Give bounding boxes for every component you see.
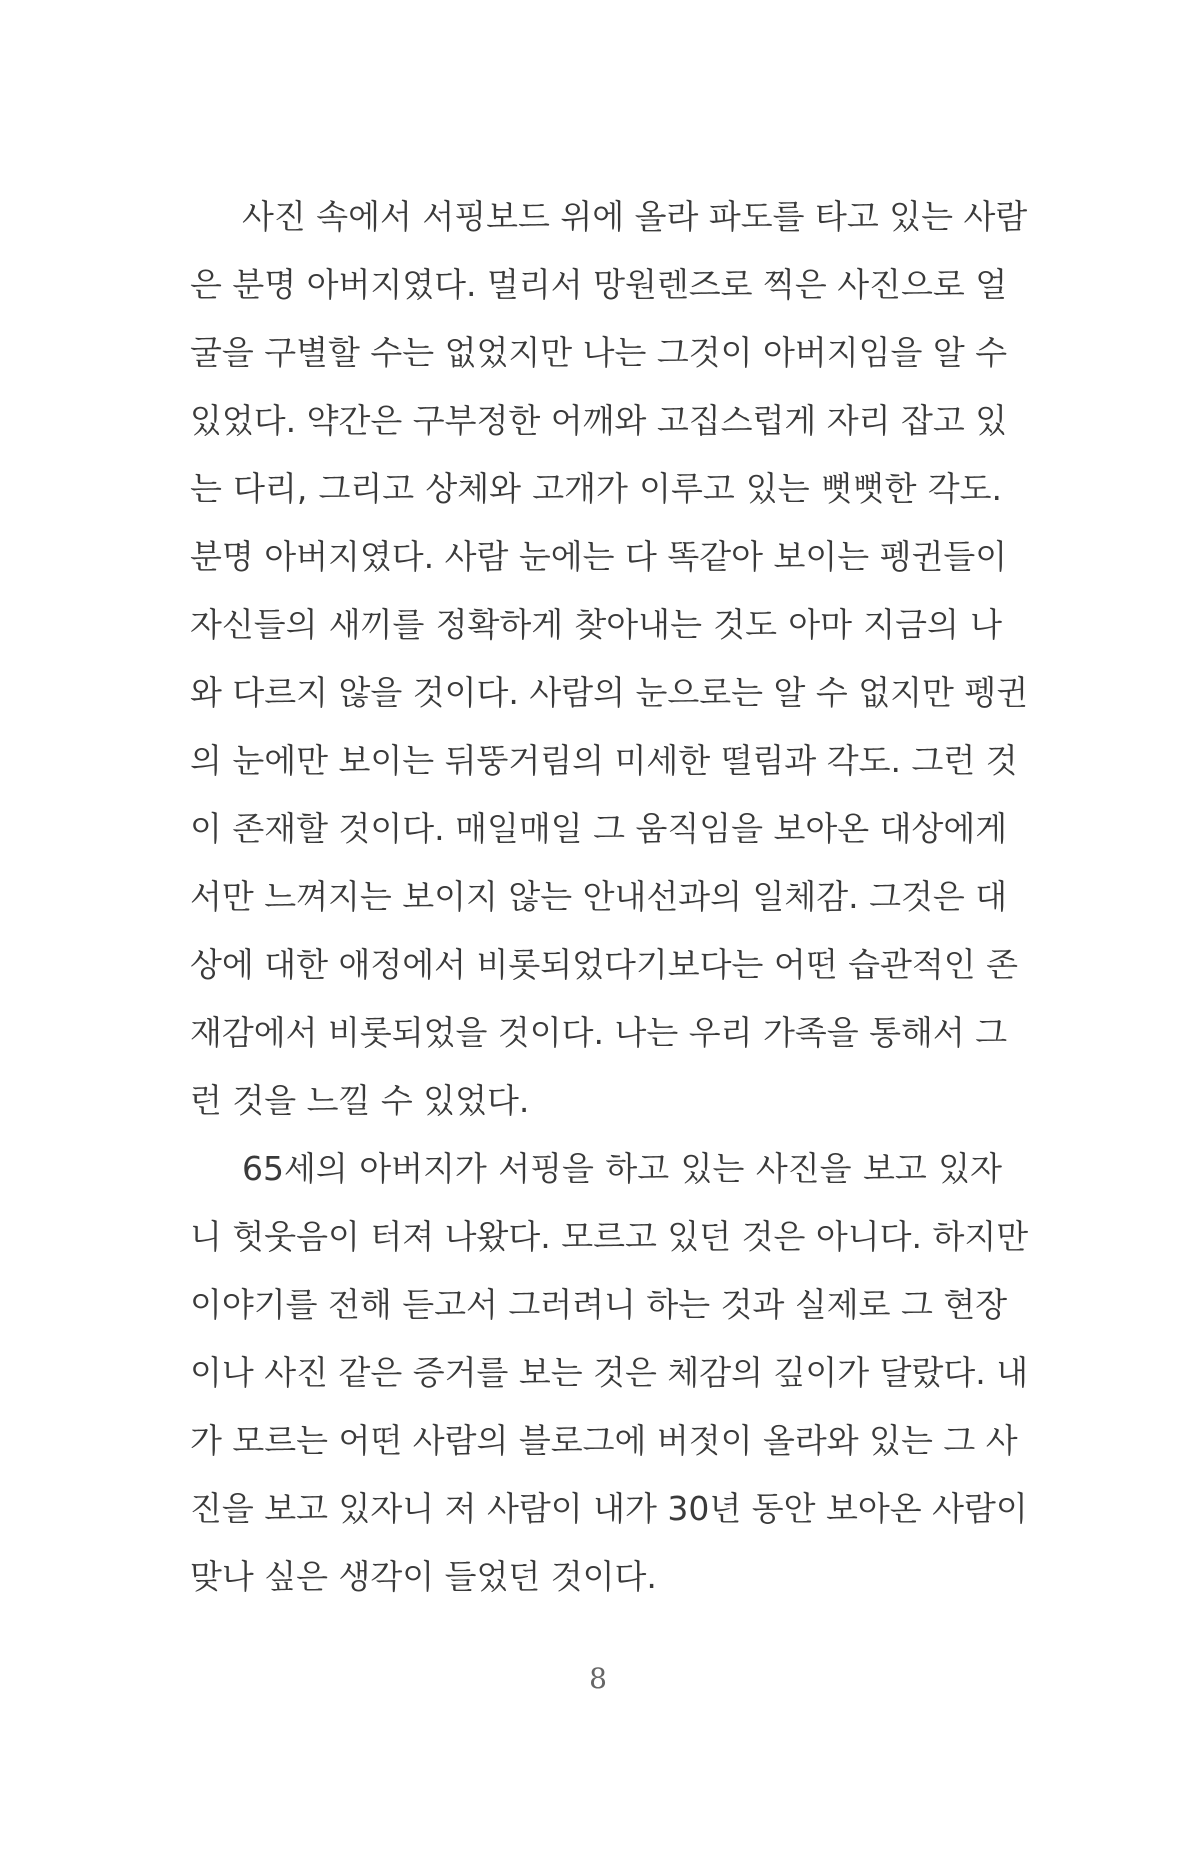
paragraph-1-line-1: 사진 속에서 서핑보드 위에 올라 파도를 타고 있는 사람 bbox=[242, 197, 1028, 236]
paragraph-1-line-2: 은 분명 아버지였다. 멀리서 망원렌즈로 찍은 사진으로 얼 bbox=[190, 265, 1008, 304]
paragraph-2-line-5: 가 모르는 어떤 사람의 블로그에 버젓이 올라와 있는 그 사 bbox=[190, 1421, 1018, 1460]
paragraph-2-line-7: 맞나 싶은 생각이 들었던 것이다. bbox=[190, 1557, 657, 1596]
page-number: 8 bbox=[589, 1662, 607, 1695]
paragraph-2-line-3: 이야기를 전해 듣고서 그러려니 하는 것과 실제로 그 현장 bbox=[190, 1285, 1008, 1324]
paragraph-1-line-14: 런 것을 느낄 수 있었다. bbox=[190, 1081, 530, 1120]
paragraph-1-line-11: 서만 느껴지는 보이지 않는 안내선과의 일체감. 그것은 대 bbox=[190, 877, 1008, 916]
paragraph-1-line-8: 와 다르지 않을 것이다. 사람의 눈으로는 알 수 없지만 펭귄 bbox=[190, 673, 1029, 712]
paragraph-1-line-13: 재감에서 비롯되었을 것이다. 나는 우리 가족을 통해서 그 bbox=[190, 1013, 1008, 1052]
paragraph-1-line-4: 있었다. 약간은 구부정한 어깨와 고집스럽게 자리 잡고 있 bbox=[190, 401, 1008, 440]
paragraph-2-line-1: 65세의 아버지가 서핑을 하고 있는 사진을 보고 있자 bbox=[242, 1149, 1002, 1188]
paragraph-1-line-6: 분명 아버지였다. 사람 눈에는 다 똑같아 보이는 펭귄들이 bbox=[190, 537, 1008, 576]
paragraph-2-line-6: 진을 보고 있자니 저 사람이 내가 30년 동안 보아온 사람이 bbox=[190, 1489, 1028, 1528]
paragraph-2-line-4: 이나 사진 같은 증거를 보는 것은 체감의 깊이가 달랐다. 내 bbox=[190, 1353, 1029, 1392]
paragraph-1-line-9: 의 눈에만 보이는 뒤뚱거림의 미세한 떨림과 각도. 그런 것 bbox=[190, 741, 1018, 780]
body-text bbox=[190, 183, 1029, 1611]
paragraph-1-line-7: 자신들의 새끼를 정확하게 찾아내는 것도 아마 지금의 나 bbox=[190, 605, 1002, 644]
paragraph-1-line-3: 굴을 구별할 수는 없었지만 나는 그것이 아버지임을 알 수 bbox=[190, 333, 1008, 372]
paragraph-1-line-5: 는 다리, 그리고 상체와 고개가 이루고 있는 뻣뻣한 각도. bbox=[190, 469, 1002, 508]
paragraph-1-line-10: 이 존재할 것이다. 매일매일 그 움직임을 보아온 대상에게 bbox=[190, 809, 1008, 848]
paragraph-2-line-2: 니 헛웃음이 터져 나왔다. 모르고 있던 것은 아니다. 하지만 bbox=[190, 1217, 1029, 1256]
paragraph-1-line-12: 상에 대한 애정에서 비롯되었다기보다는 어떤 습관적인 존 bbox=[190, 945, 1019, 984]
